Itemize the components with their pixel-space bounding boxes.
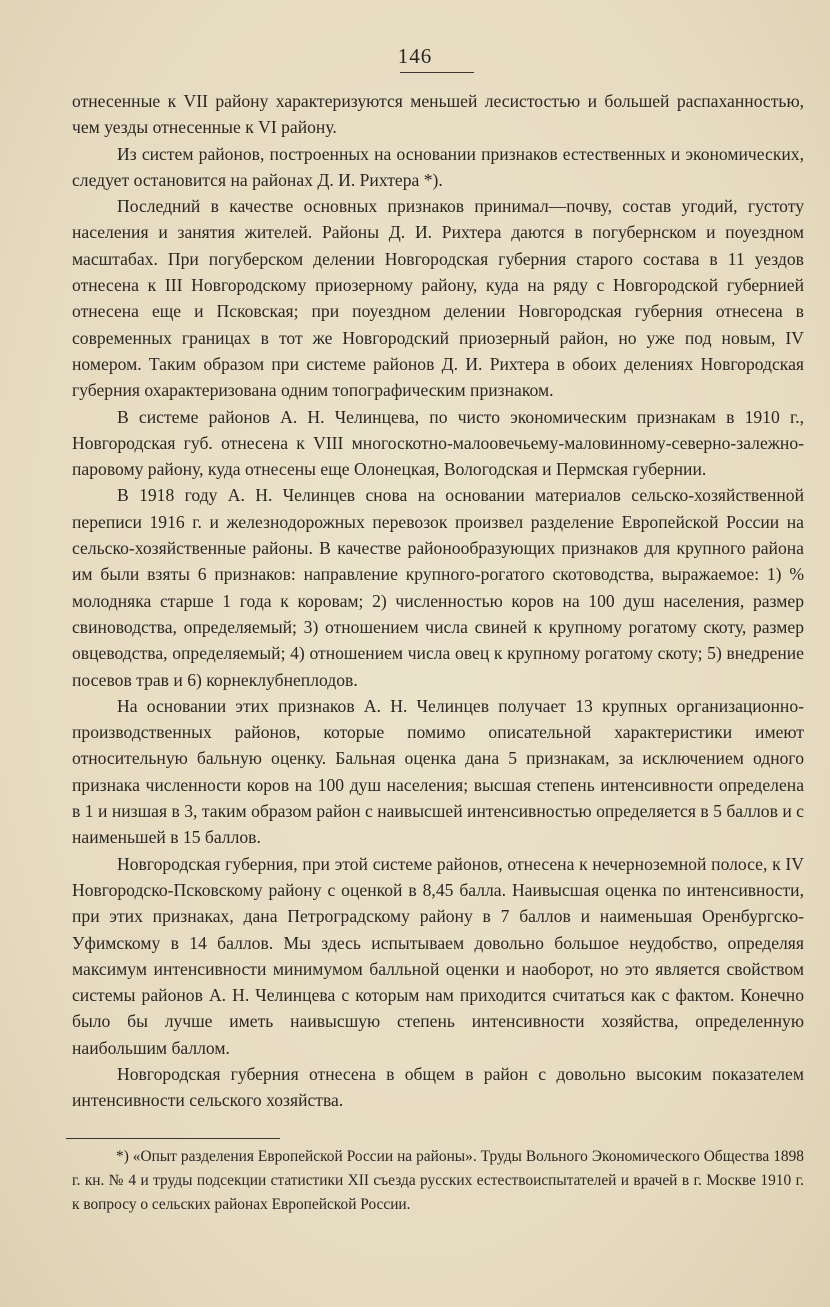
paragraph-conclusion: Новгородская губерния отнесена в общем в район с довольно высоким показателем интенсивности сельского хозяйства. [72,1063,804,1111]
footnote-rule [66,1138,280,1139]
paragraph-continuation: отнесенные к VII району характеризуются меньшей лесистостью и большей распаханностью, чем уезды отнесенные к VI району. [72,91,804,138]
paragraph-novgorod-rating: Новгородская губерния, при этой системе районов, отнесена к нечерноземной полосе, к IV Новгородско-Псковскому району с оценкой в 8,45 балла. Наивысшая оценка по интенсивности, при этих признаках, дана Петроградскому району в 7 баллов и наименьшая Оренбургско-Уфимскому в 14 баллов. Мы здесь испытываем довольно большое неудобство, определяя максимум интенсивности минимумом балльной оценки и наоборот, но это является свойством системы районов А. Н. Челинцева с которым нам приходится считаться как с фактом. Конечно было бы лучше иметь наивысшую степень интенсивности хозяйства, определенную наибольшим баллом. [72,853,804,1058]
paragraph-chelintsev-1918: В 1918 году А. Н. Челинцев снова на основании материалов сельско-хозяйственной переписи 1916 г. и железнодорожных перевозок произвел разделение Европейской России на сельско-хозяйственные районы. В качестве районообразующих признаков для крупного района им были взяты 6 признаков: направление крупного-рогатого скотоводства, выражаемое: 1) % молодняка старше 1 года к коровам; 2) численностью коров на 100 душ населения, размер свиноводства, определяемый; 3) отношением числа свиней к крупному рогатому скоту, размер овцеводства, определяемый; 4) отношением числа овец к крупному рогатому скоту; 5) внедрение посевов трав и 6) корнеклубнеплодов. [72,485,804,690]
paragraph-chelintsev-1910: В системе районов А. Н. Челинцева, по чисто экономическим признакам в 1910 г., Новгородская губ. отнесена к VIII многоскотно-малоовечьему-маловинному-северно-залежно-паровому району, куда отнесены еще Олонецкая, Вологодская и Пермская губернии. [72,406,804,480]
paragraph-chelintsev-districts: На основании этих признаков А. Н. Челинцев получает 13 крупных организационно-производственных районов, которые помимо описательной характеристики имеют относительную бальную оценку. Бальная оценка дана 5 признакам, за исключением одного признака численности коров на 100 душ населения; высшая степень интенсивности определена в 1 и низшая в 3, таким образом район с наивысшей интенсивностью определяется в 5 баллов и с наименьшей в 15 баллов. [72,695,804,848]
page-number-rule [400,72,474,73]
body-text [72,88,804,1114]
paragraph-richter-intro: Из систем районов, построенных на основании признаков естественных и экономических, следует остановится на районах Д. И. Рихтера *). [72,143,804,190]
page-number: 146 [397,44,433,68]
paragraph-richter-system: Последний в качестве основных признаков принимал—почву, состав угодий, густоту населения и занятия жителей. Районы Д. И. Рихтера даются в погубернском и поуездном масштабах. При погуберском делении Новгородская губерния старого состава в 11 уездов отнесена к III Новгородскому приозерному району, куда на ряду с Новгородской губернией отнесена еще и Псковская; при поуездном делении Новгородская губерния отнесена в современных границах в тот же Новгородский приозерный район, но уже под новым, IV номером. Таким образом при системе районов Д. И. Рихтера в обоих делениях Новгородская губерния охарактеризована одним топографическим признаком. [72,196,804,401]
footnote: *) «Опыт разделения Европейской России на районы». Труды Вольного Экономического Общества 1898 г. кн. № 4 и труды подсекции статистики XII съезда русских естествоиспытателей и врачей в г. Москве 1910 г. к вопросу о сельских районах Европейской России. [72,1148,804,1213]
